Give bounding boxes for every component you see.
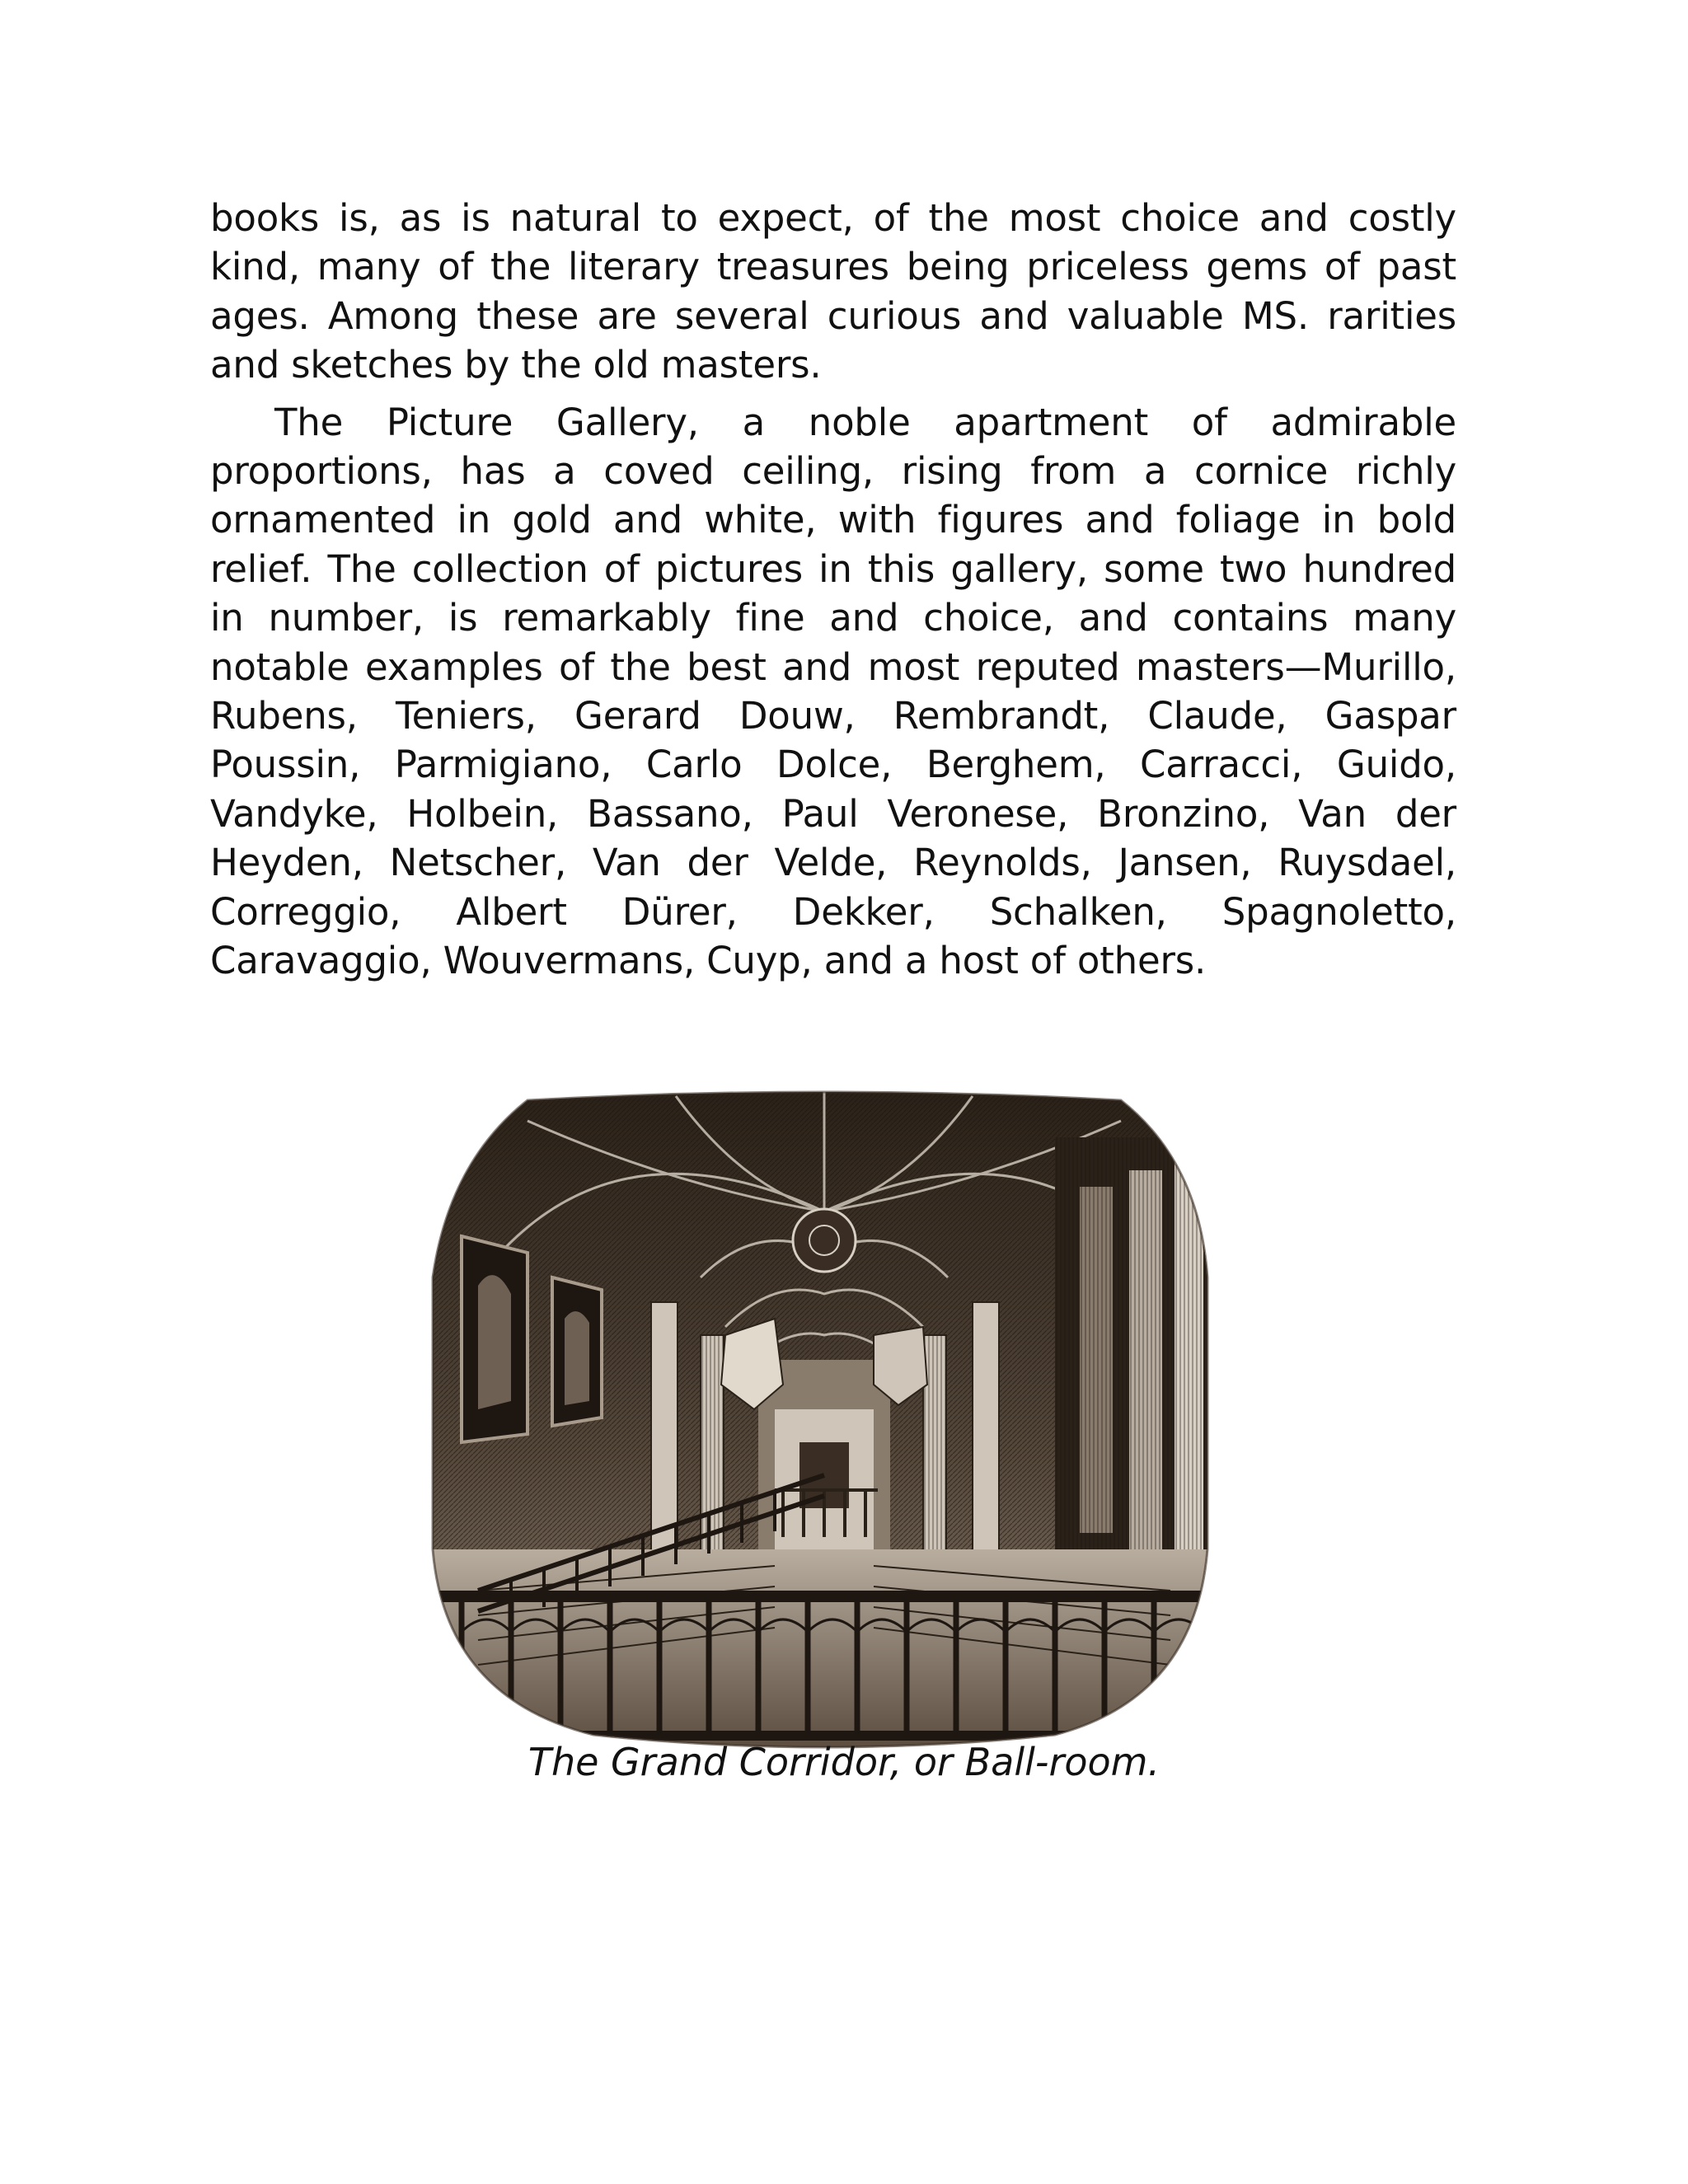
ceiling-rosette	[793, 1209, 856, 1272]
paragraph-picture-gallery: The Picture Gallery, a noble apartment of admirable proportions, has a coved ceiling, rising from a cornice richly ornamented in gold and white, with figures and foliage in bold relief. The collection of pictures in this gallery, some two hundred in number, is remarkably fine and choice, and contains many notable examples of the best and most reputed masters—Murillo, Rubens, Teniers, Gerard Douw, Rembrandt, Claude, Gaspar Poussin, Parmigiano, Carlo Dolce, Berghem, Carracci, Guido, Vandyke, Holbein, Bassano, Paul Veronese, Bronzino, Van der Heyden, Netscher, Van der Velde, Reynolds, Jansen, Ruysdael, Correggio, Albert Dürer, Dekker, Schalken, Spagnoletto, Caravaggio, Wouvermans, Cuyp, and a host of others.	[210, 400, 1456, 983]
engraving-illustration	[429, 1088, 1220, 1751]
engraving-scene	[429, 1088, 1220, 1751]
figure-caption: The Grand Corridor, or Ball-room.	[528, 1740, 1160, 1784]
paragraph-continuation: books is, as is natural to expect, of the most choice and costly kind, many of the literary treasures being priceless gems of past ages. Among these are several curious and valuable MS. rarities and sketches by the old masters.	[210, 196, 1456, 387]
body-text	[210, 194, 1456, 986]
grand-corridor-engraving	[429, 1088, 1220, 1751]
